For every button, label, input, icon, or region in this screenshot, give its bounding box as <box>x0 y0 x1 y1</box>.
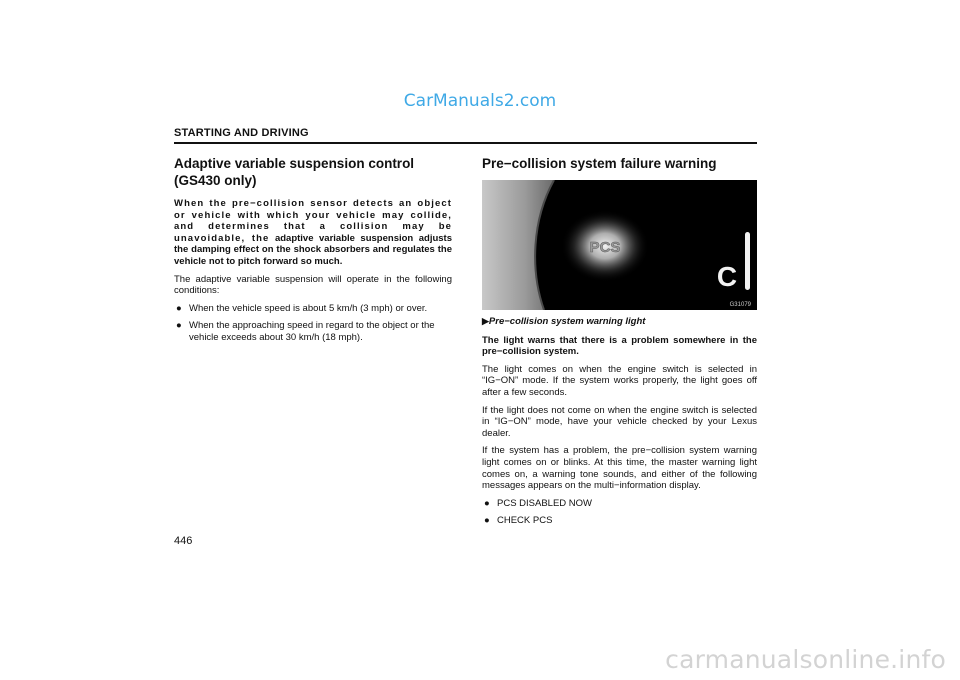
figure-caption <box>482 316 757 328</box>
watermark-top: CarManuals2.com <box>403 91 557 111</box>
list-item <box>482 498 757 510</box>
right-heading: Pre−collision system failure warning <box>482 156 717 171</box>
gauge-needle-bar <box>745 232 750 290</box>
bullet-icon: ● <box>484 497 490 509</box>
bullet-icon: ● <box>176 320 182 332</box>
list-item <box>174 303 452 315</box>
list-item <box>174 320 452 343</box>
right-para-2: If the light does not come on when the engine switch is selected in “IG−ON” mode, have your vehicle checked by your Lexus dealer. <box>482 404 757 439</box>
left-intro <box>174 198 452 268</box>
section-header: STARTING AND DRIVING <box>174 127 309 139</box>
pcs-indicator-text: PCS <box>589 239 621 256</box>
caption-text: Pre−collision system warning light <box>488 316 646 327</box>
gauge-letter: C <box>716 261 738 292</box>
bullet-icon: ● <box>176 302 182 314</box>
right-para-1: The light comes on when the engine switch is selected in “IG−ON” mode. If the system works properly, the light goes off after a few seconds. <box>482 363 757 398</box>
right-bold-para: The light warns that there is a problem somewhere in the pre−collision system. <box>482 334 757 358</box>
left-intro-rest: adaptive variable suspension adjusts the damping effect on the shock absorbers and regulates the vehicle not to pitch forward so much. <box>174 232 452 267</box>
left-body: The adaptive variable suspension will operate in the following conditions: <box>174 273 452 297</box>
list-item <box>482 515 757 527</box>
list-item-text: When the vehicle speed is about 5 km/h (3 mph) or over. <box>189 302 428 314</box>
left-intro-spaced: When the pre−collision sensor detects an object or vehicle with which your vehicle may collide, and determines that a collision may be unavoidable, the <box>174 198 452 244</box>
left-column <box>174 155 452 350</box>
list-item-text: PCS DISABLED NOW <box>497 497 593 509</box>
list-item-text: CHECK PCS <box>497 515 553 527</box>
pcs-warning-light-figure <box>482 180 757 310</box>
header-rule <box>174 142 757 144</box>
left-heading: Adaptive variable suspension control (GS430 only) <box>174 156 415 188</box>
right-para-3: If the system has a problem, the pre−collision system warning light comes on or blinks. At this time, the master warning light comes on, a warning tone sounds, and either of the following messages appears on the multi−information display. <box>482 445 757 492</box>
page-number: 446 <box>174 535 193 547</box>
caption-marker-icon: ▶ <box>482 316 489 326</box>
left-bullet-list <box>174 303 452 344</box>
right-bullet-list <box>482 498 757 527</box>
right-column <box>482 155 757 533</box>
watermark-bottom: carmanualsonline.info <box>665 645 946 674</box>
list-item-text: When the approaching speed in regard to the object or the vehicle exceeds about 30 km/h (18 mph). <box>189 320 435 343</box>
figure-code: G31079 <box>729 302 751 308</box>
bullet-icon: ● <box>484 515 490 527</box>
instrument-panel-illustration <box>482 180 757 310</box>
